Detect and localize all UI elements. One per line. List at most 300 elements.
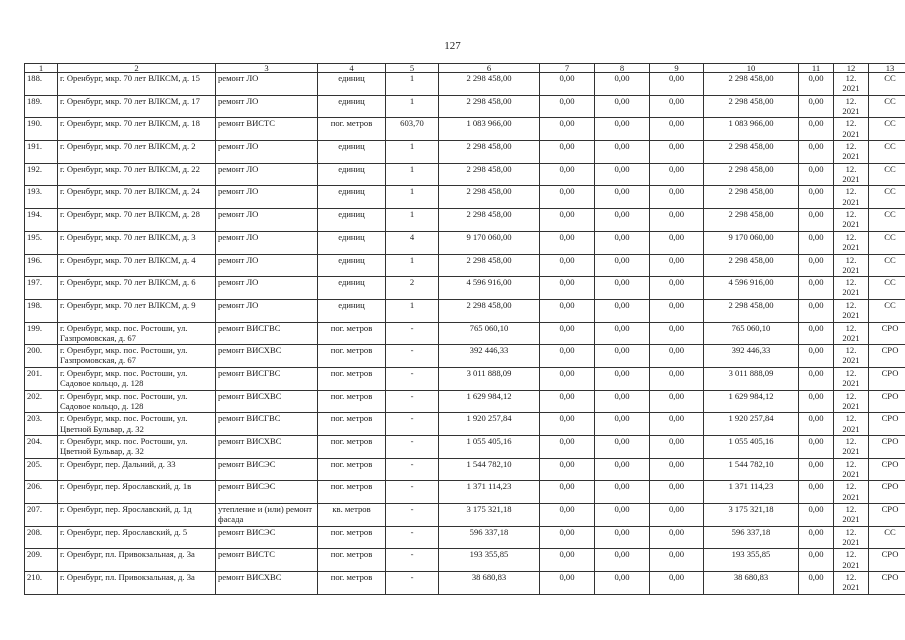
table-row bbox=[25, 345, 905, 368]
total-cost-cell: 193 355,85 bbox=[439, 549, 540, 572]
work-type-cell: ремонт ЛО bbox=[216, 254, 318, 277]
column-header: 7 bbox=[540, 64, 595, 73]
address-cell: г. Оренбург, пер. Дальний, д. 33 bbox=[58, 458, 216, 481]
address-cell: г. Оренбург, мкр. 70 лет ВЛКСМ, д. 3 bbox=[58, 231, 216, 254]
fund-method-cell: СРО bbox=[869, 367, 905, 390]
local-budget-cell: 0,00 bbox=[650, 209, 704, 232]
deadline-cell: 12. 2021 bbox=[834, 549, 869, 572]
fund-cell: 0,00 bbox=[540, 504, 595, 527]
regional-budget-cell: 0,00 bbox=[595, 345, 650, 368]
fund-method-cell: СС bbox=[869, 118, 905, 141]
volume-cell: - bbox=[386, 549, 439, 572]
work-type-cell: ремонт ВИСХВС bbox=[216, 572, 318, 595]
regional-budget-cell: 0,00 bbox=[595, 254, 650, 277]
owner-funds-cell: 9 170 060,00 bbox=[704, 231, 799, 254]
work-type-cell: ремонт ЛО bbox=[216, 95, 318, 118]
deadline-cell: 12. 2021 bbox=[834, 254, 869, 277]
fund-cell: 0,00 bbox=[540, 413, 595, 436]
work-type-cell: ремонт ЛО bbox=[216, 141, 318, 164]
local-budget-cell: 0,00 bbox=[650, 481, 704, 504]
work-type-cell: ремонт ЛО bbox=[216, 163, 318, 186]
regional-budget-cell: 0,00 bbox=[595, 231, 650, 254]
address-cell: г. Оренбург, мкр. 70 лет ВЛКСМ, д. 6 bbox=[58, 277, 216, 300]
work-type-cell: ремонт ЛО bbox=[216, 277, 318, 300]
column-header: 10 bbox=[704, 64, 799, 73]
address-cell: г. Оренбург, мкр. 70 лет ВЛКСМ, д. 22 bbox=[58, 163, 216, 186]
table-row bbox=[25, 186, 905, 209]
table-row bbox=[25, 458, 905, 481]
specific-cost-cell: 0,00 bbox=[799, 481, 834, 504]
owner-funds-cell: 3 011 888,09 bbox=[704, 367, 799, 390]
column-header: 1 bbox=[25, 64, 58, 73]
fund-cell: 0,00 bbox=[540, 277, 595, 300]
regional-budget-cell: 0,00 bbox=[595, 209, 650, 232]
table-header bbox=[25, 64, 905, 73]
total-cost-cell: 2 298 458,00 bbox=[439, 254, 540, 277]
table-row bbox=[25, 277, 905, 300]
unit-cell: пог. метров bbox=[318, 436, 386, 459]
regional-budget-cell: 0,00 bbox=[595, 163, 650, 186]
regional-budget-cell: 0,00 bbox=[595, 526, 650, 549]
total-cost-cell: 1 544 782,10 bbox=[439, 458, 540, 481]
total-cost-cell: 596 337,18 bbox=[439, 526, 540, 549]
local-budget-cell: 0,00 bbox=[650, 549, 704, 572]
column-header: 11 bbox=[799, 64, 834, 73]
row-number: 206. bbox=[25, 481, 58, 504]
table-row bbox=[25, 254, 905, 277]
row-number: 196. bbox=[25, 254, 58, 277]
fund-method-cell: СС bbox=[869, 231, 905, 254]
work-type-cell: утепление и (или) ремонт фасада bbox=[216, 504, 318, 527]
local-budget-cell: 0,00 bbox=[650, 299, 704, 322]
regional-budget-cell: 0,00 bbox=[595, 322, 650, 345]
deadline-cell: 12. 2021 bbox=[834, 481, 869, 504]
fund-method-cell: СРО bbox=[869, 390, 905, 413]
regional-budget-cell: 0,00 bbox=[595, 572, 650, 595]
fund-cell: 0,00 bbox=[540, 526, 595, 549]
fund-cell: 0,00 bbox=[540, 186, 595, 209]
work-type-cell: ремонт ВИСТС bbox=[216, 549, 318, 572]
address-cell: г. Оренбург, мкр. 70 лет ВЛКСМ, д. 4 bbox=[58, 254, 216, 277]
table-row bbox=[25, 413, 905, 436]
volume-cell: 603,70 bbox=[386, 118, 439, 141]
table-row bbox=[25, 367, 905, 390]
fund-cell: 0,00 bbox=[540, 209, 595, 232]
owner-funds-cell: 392 446,33 bbox=[704, 345, 799, 368]
local-budget-cell: 0,00 bbox=[650, 231, 704, 254]
work-type-cell: ремонт ЛО bbox=[216, 73, 318, 96]
regional-budget-cell: 0,00 bbox=[595, 390, 650, 413]
specific-cost-cell: 0,00 bbox=[799, 413, 834, 436]
row-number: 197. bbox=[25, 277, 58, 300]
regional-budget-cell: 0,00 bbox=[595, 277, 650, 300]
fund-cell: 0,00 bbox=[540, 231, 595, 254]
unit-cell: единиц bbox=[318, 163, 386, 186]
owner-funds-cell: 4 596 916,00 bbox=[704, 277, 799, 300]
local-budget-cell: 0,00 bbox=[650, 277, 704, 300]
owner-funds-cell: 2 298 458,00 bbox=[704, 95, 799, 118]
unit-cell: единиц bbox=[318, 95, 386, 118]
row-number: 205. bbox=[25, 458, 58, 481]
work-type-cell: ремонт ЛО bbox=[216, 231, 318, 254]
specific-cost-cell: 0,00 bbox=[799, 209, 834, 232]
fund-cell: 0,00 bbox=[540, 458, 595, 481]
deadline-cell: 12. 2021 bbox=[834, 436, 869, 459]
deadline-cell: 12. 2021 bbox=[834, 526, 869, 549]
owner-funds-cell: 1 083 966,00 bbox=[704, 118, 799, 141]
specific-cost-cell: 0,00 bbox=[799, 186, 834, 209]
specific-cost-cell: 0,00 bbox=[799, 436, 834, 459]
row-number: 203. bbox=[25, 413, 58, 436]
fund-method-cell: СРО bbox=[869, 504, 905, 527]
address-cell: г. Оренбург, мкр. 70 лет ВЛКСМ, д. 28 bbox=[58, 209, 216, 232]
volume-cell: - bbox=[386, 413, 439, 436]
regional-budget-cell: 0,00 bbox=[595, 141, 650, 164]
fund-cell: 0,00 bbox=[540, 118, 595, 141]
page-number: 127 bbox=[444, 40, 461, 52]
table-row bbox=[25, 118, 905, 141]
work-type-cell: ремонт ВИСЭС bbox=[216, 526, 318, 549]
work-type-cell: ремонт ВИСГВС bbox=[216, 322, 318, 345]
deadline-cell: 12. 2021 bbox=[834, 163, 869, 186]
address-cell: г. Оренбург, мкр. пос. Ростоши, ул. Цветной Бульвар, д. 32 bbox=[58, 436, 216, 459]
row-number: 189. bbox=[25, 95, 58, 118]
unit-cell: пог. метров bbox=[318, 118, 386, 141]
regional-budget-cell: 0,00 bbox=[595, 73, 650, 96]
owner-funds-cell: 2 298 458,00 bbox=[704, 254, 799, 277]
volume-cell: - bbox=[386, 526, 439, 549]
address-cell: г. Оренбург, мкр. 70 лет ВЛКСМ, д. 17 bbox=[58, 95, 216, 118]
unit-cell: пог. метров bbox=[318, 458, 386, 481]
work-type-cell: ремонт ВИСЭС bbox=[216, 481, 318, 504]
owner-funds-cell: 2 298 458,00 bbox=[704, 141, 799, 164]
column-header: 12 bbox=[834, 64, 869, 73]
owner-funds-cell: 2 298 458,00 bbox=[704, 163, 799, 186]
column-header: 3 bbox=[216, 64, 318, 73]
fund-method-cell: СС bbox=[869, 141, 905, 164]
volume-cell: - bbox=[386, 436, 439, 459]
fund-cell: 0,00 bbox=[540, 73, 595, 96]
local-budget-cell: 0,00 bbox=[650, 436, 704, 459]
unit-cell: единиц bbox=[318, 299, 386, 322]
volume-cell: - bbox=[386, 345, 439, 368]
row-number: 195. bbox=[25, 231, 58, 254]
fund-method-cell: СС bbox=[869, 186, 905, 209]
volume-cell: - bbox=[386, 504, 439, 527]
specific-cost-cell: 0,00 bbox=[799, 549, 834, 572]
volume-cell: 4 bbox=[386, 231, 439, 254]
address-cell: г. Оренбург, мкр. 70 лет ВЛКСМ, д. 15 bbox=[58, 73, 216, 96]
specific-cost-cell: 0,00 bbox=[799, 73, 834, 96]
address-cell: г. Оренбург, пл. Привокзальная, д. 3а bbox=[58, 572, 216, 595]
total-cost-cell: 1 920 257,84 bbox=[439, 413, 540, 436]
row-number: 191. bbox=[25, 141, 58, 164]
owner-funds-cell: 1 920 257,84 bbox=[704, 413, 799, 436]
address-cell: г. Оренбург, мкр. 70 лет ВЛКСМ, д. 24 bbox=[58, 186, 216, 209]
volume-cell: - bbox=[386, 458, 439, 481]
specific-cost-cell: 0,00 bbox=[799, 458, 834, 481]
fund-method-cell: СС bbox=[869, 209, 905, 232]
column-number-row bbox=[25, 64, 905, 73]
capital-repair-table bbox=[24, 63, 905, 595]
table-row bbox=[25, 481, 905, 504]
column-header: 5 bbox=[386, 64, 439, 73]
fund-cell: 0,00 bbox=[540, 322, 595, 345]
work-type-cell: ремонт ВИСТС bbox=[216, 118, 318, 141]
fund-cell: 0,00 bbox=[540, 163, 595, 186]
deadline-cell: 12. 2021 bbox=[834, 186, 869, 209]
address-cell: г. Оренбург, пер. Ярославский, д. 1в bbox=[58, 481, 216, 504]
row-number: 199. bbox=[25, 322, 58, 345]
row-number: 190. bbox=[25, 118, 58, 141]
row-number: 207. bbox=[25, 504, 58, 527]
local-budget-cell: 0,00 bbox=[650, 254, 704, 277]
table-row bbox=[25, 572, 905, 595]
volume-cell: 1 bbox=[386, 95, 439, 118]
table-row bbox=[25, 95, 905, 118]
specific-cost-cell: 0,00 bbox=[799, 231, 834, 254]
table-row bbox=[25, 73, 905, 96]
address-cell: г. Оренбург, пер. Ярославский, д. 5 bbox=[58, 526, 216, 549]
total-cost-cell: 2 298 458,00 bbox=[439, 141, 540, 164]
column-header: 6 bbox=[439, 64, 540, 73]
regional-budget-cell: 0,00 bbox=[595, 504, 650, 527]
owner-funds-cell: 596 337,18 bbox=[704, 526, 799, 549]
total-cost-cell: 1 083 966,00 bbox=[439, 118, 540, 141]
deadline-cell: 12. 2021 bbox=[834, 322, 869, 345]
fund-method-cell: СРО bbox=[869, 322, 905, 345]
column-header: 9 bbox=[650, 64, 704, 73]
column-header: 8 bbox=[595, 64, 650, 73]
total-cost-cell: 2 298 458,00 bbox=[439, 186, 540, 209]
specific-cost-cell: 0,00 bbox=[799, 345, 834, 368]
owner-funds-cell: 1 544 782,10 bbox=[704, 458, 799, 481]
work-type-cell: ремонт ВИСГВС bbox=[216, 367, 318, 390]
fund-cell: 0,00 bbox=[540, 436, 595, 459]
unit-cell: единиц bbox=[318, 141, 386, 164]
deadline-cell: 12. 2021 bbox=[834, 299, 869, 322]
table-row bbox=[25, 549, 905, 572]
owner-funds-cell: 2 298 458,00 bbox=[704, 299, 799, 322]
owner-funds-cell: 1 055 405,16 bbox=[704, 436, 799, 459]
total-cost-cell: 2 298 458,00 bbox=[439, 299, 540, 322]
fund-method-cell: СС bbox=[869, 163, 905, 186]
unit-cell: кв. метров bbox=[318, 504, 386, 527]
specific-cost-cell: 0,00 bbox=[799, 141, 834, 164]
specific-cost-cell: 0,00 bbox=[799, 367, 834, 390]
row-number: 194. bbox=[25, 209, 58, 232]
row-number: 200. bbox=[25, 345, 58, 368]
fund-cell: 0,00 bbox=[540, 141, 595, 164]
unit-cell: единиц bbox=[318, 277, 386, 300]
owner-funds-cell: 193 355,85 bbox=[704, 549, 799, 572]
fund-method-cell: СС bbox=[869, 73, 905, 96]
unit-cell: пог. метров bbox=[318, 345, 386, 368]
work-type-cell: ремонт ЛО bbox=[216, 299, 318, 322]
volume-cell: 1 bbox=[386, 163, 439, 186]
total-cost-cell: 3 011 888,09 bbox=[439, 367, 540, 390]
address-cell: г. Оренбург, мкр. 70 лет ВЛКСМ, д. 2 bbox=[58, 141, 216, 164]
fund-method-cell: СС bbox=[869, 277, 905, 300]
row-number: 201. bbox=[25, 367, 58, 390]
owner-funds-cell: 1 629 984,12 bbox=[704, 390, 799, 413]
fund-cell: 0,00 bbox=[540, 254, 595, 277]
fund-method-cell: СС bbox=[869, 254, 905, 277]
specific-cost-cell: 0,00 bbox=[799, 254, 834, 277]
unit-cell: единиц bbox=[318, 186, 386, 209]
work-type-cell: ремонт ЛО bbox=[216, 186, 318, 209]
work-type-cell: ремонт ВИСГВС bbox=[216, 413, 318, 436]
local-budget-cell: 0,00 bbox=[650, 118, 704, 141]
regional-budget-cell: 0,00 bbox=[595, 186, 650, 209]
regional-budget-cell: 0,00 bbox=[595, 95, 650, 118]
table-row bbox=[25, 163, 905, 186]
unit-cell: пог. метров bbox=[318, 549, 386, 572]
total-cost-cell: 4 596 916,00 bbox=[439, 277, 540, 300]
address-cell: г. Оренбург, мкр. 70 лет ВЛКСМ, д. 18 bbox=[58, 118, 216, 141]
total-cost-cell: 3 175 321,18 bbox=[439, 504, 540, 527]
total-cost-cell: 392 446,33 bbox=[439, 345, 540, 368]
fund-cell: 0,00 bbox=[540, 367, 595, 390]
total-cost-cell: 2 298 458,00 bbox=[439, 73, 540, 96]
volume-cell: - bbox=[386, 367, 439, 390]
local-budget-cell: 0,00 bbox=[650, 572, 704, 595]
local-budget-cell: 0,00 bbox=[650, 322, 704, 345]
specific-cost-cell: 0,00 bbox=[799, 504, 834, 527]
regional-budget-cell: 0,00 bbox=[595, 367, 650, 390]
owner-funds-cell: 3 175 321,18 bbox=[704, 504, 799, 527]
column-header: 13 bbox=[869, 64, 905, 73]
volume-cell: - bbox=[386, 481, 439, 504]
volume-cell: 2 bbox=[386, 277, 439, 300]
specific-cost-cell: 0,00 bbox=[799, 572, 834, 595]
volume-cell: 1 bbox=[386, 254, 439, 277]
specific-cost-cell: 0,00 bbox=[799, 277, 834, 300]
fund-method-cell: СРО bbox=[869, 458, 905, 481]
volume-cell: - bbox=[386, 572, 439, 595]
deadline-cell: 12. 2021 bbox=[834, 367, 869, 390]
fund-method-cell: СРО bbox=[869, 345, 905, 368]
local-budget-cell: 0,00 bbox=[650, 73, 704, 96]
work-type-cell: ремонт ВИСХВС bbox=[216, 345, 318, 368]
unit-cell: пог. метров bbox=[318, 572, 386, 595]
total-cost-cell: 2 298 458,00 bbox=[439, 163, 540, 186]
fund-method-cell: СРО bbox=[869, 572, 905, 595]
local-budget-cell: 0,00 bbox=[650, 95, 704, 118]
total-cost-cell: 2 298 458,00 bbox=[439, 209, 540, 232]
table-row bbox=[25, 504, 905, 527]
table-row bbox=[25, 322, 905, 345]
local-budget-cell: 0,00 bbox=[650, 526, 704, 549]
owner-funds-cell: 1 371 114,23 bbox=[704, 481, 799, 504]
fund-cell: 0,00 bbox=[540, 549, 595, 572]
local-budget-cell: 0,00 bbox=[650, 458, 704, 481]
address-cell: г. Оренбург, мкр. пос. Ростоши, ул. Садовое кольцо, д. 128 bbox=[58, 367, 216, 390]
local-budget-cell: 0,00 bbox=[650, 413, 704, 436]
fund-cell: 0,00 bbox=[540, 572, 595, 595]
deadline-cell: 12. 2021 bbox=[834, 413, 869, 436]
unit-cell: пог. метров bbox=[318, 322, 386, 345]
row-number: 202. bbox=[25, 390, 58, 413]
deadline-cell: 12. 2021 bbox=[834, 504, 869, 527]
table-row bbox=[25, 231, 905, 254]
fund-method-cell: СС bbox=[869, 299, 905, 322]
address-cell: г. Оренбург, пл. Привокзальная, д. 3а bbox=[58, 549, 216, 572]
regional-budget-cell: 0,00 bbox=[595, 413, 650, 436]
row-number: 188. bbox=[25, 73, 58, 96]
volume-cell: 1 bbox=[386, 299, 439, 322]
local-budget-cell: 0,00 bbox=[650, 163, 704, 186]
specific-cost-cell: 0,00 bbox=[799, 526, 834, 549]
deadline-cell: 12. 2021 bbox=[834, 209, 869, 232]
row-number: 209. bbox=[25, 549, 58, 572]
total-cost-cell: 1 055 405,16 bbox=[439, 436, 540, 459]
deadline-cell: 12. 2021 bbox=[834, 390, 869, 413]
owner-funds-cell: 2 298 458,00 bbox=[704, 186, 799, 209]
unit-cell: пог. метров bbox=[318, 481, 386, 504]
deadline-cell: 12. 2021 bbox=[834, 572, 869, 595]
unit-cell: пог. метров bbox=[318, 390, 386, 413]
total-cost-cell: 765 060,10 bbox=[439, 322, 540, 345]
work-type-cell: ремонт ВИСХВС bbox=[216, 436, 318, 459]
local-budget-cell: 0,00 bbox=[650, 345, 704, 368]
table-row bbox=[25, 299, 905, 322]
row-number: 192. bbox=[25, 163, 58, 186]
regional-budget-cell: 0,00 bbox=[595, 436, 650, 459]
volume-cell: 1 bbox=[386, 209, 439, 232]
work-type-cell: ремонт ВИСХВС bbox=[216, 390, 318, 413]
fund-cell: 0,00 bbox=[540, 299, 595, 322]
table-row bbox=[25, 141, 905, 164]
regional-budget-cell: 0,00 bbox=[595, 481, 650, 504]
fund-method-cell: СРО bbox=[869, 436, 905, 459]
fund-method-cell: СРО bbox=[869, 413, 905, 436]
local-budget-cell: 0,00 bbox=[650, 141, 704, 164]
deadline-cell: 12. 2021 bbox=[834, 118, 869, 141]
specific-cost-cell: 0,00 bbox=[799, 390, 834, 413]
row-number: 193. bbox=[25, 186, 58, 209]
column-header: 4 bbox=[318, 64, 386, 73]
table-row bbox=[25, 390, 905, 413]
volume-cell: - bbox=[386, 390, 439, 413]
total-cost-cell: 38 680,83 bbox=[439, 572, 540, 595]
local-budget-cell: 0,00 bbox=[650, 504, 704, 527]
deadline-cell: 12. 2021 bbox=[834, 141, 869, 164]
total-cost-cell: 9 170 060,00 bbox=[439, 231, 540, 254]
specific-cost-cell: 0,00 bbox=[799, 118, 834, 141]
unit-cell: пог. метров bbox=[318, 526, 386, 549]
column-header: 2 bbox=[58, 64, 216, 73]
fund-method-cell: СРО bbox=[869, 549, 905, 572]
table-row bbox=[25, 436, 905, 459]
fund-method-cell: СС bbox=[869, 526, 905, 549]
specific-cost-cell: 0,00 bbox=[799, 95, 834, 118]
specific-cost-cell: 0,00 bbox=[799, 163, 834, 186]
volume-cell: - bbox=[386, 322, 439, 345]
row-number: 208. bbox=[25, 526, 58, 549]
deadline-cell: 12. 2021 bbox=[834, 277, 869, 300]
local-budget-cell: 0,00 bbox=[650, 367, 704, 390]
address-cell: г. Оренбург, мкр. пос. Ростоши, ул. Газпромовская, д. 67 bbox=[58, 345, 216, 368]
owner-funds-cell: 38 680,83 bbox=[704, 572, 799, 595]
deadline-cell: 12. 2021 bbox=[834, 345, 869, 368]
fund-cell: 0,00 bbox=[540, 481, 595, 504]
specific-cost-cell: 0,00 bbox=[799, 322, 834, 345]
row-number: 198. bbox=[25, 299, 58, 322]
work-type-cell: ремонт ЛО bbox=[216, 209, 318, 232]
unit-cell: единиц bbox=[318, 231, 386, 254]
deadline-cell: 12. 2021 bbox=[834, 231, 869, 254]
